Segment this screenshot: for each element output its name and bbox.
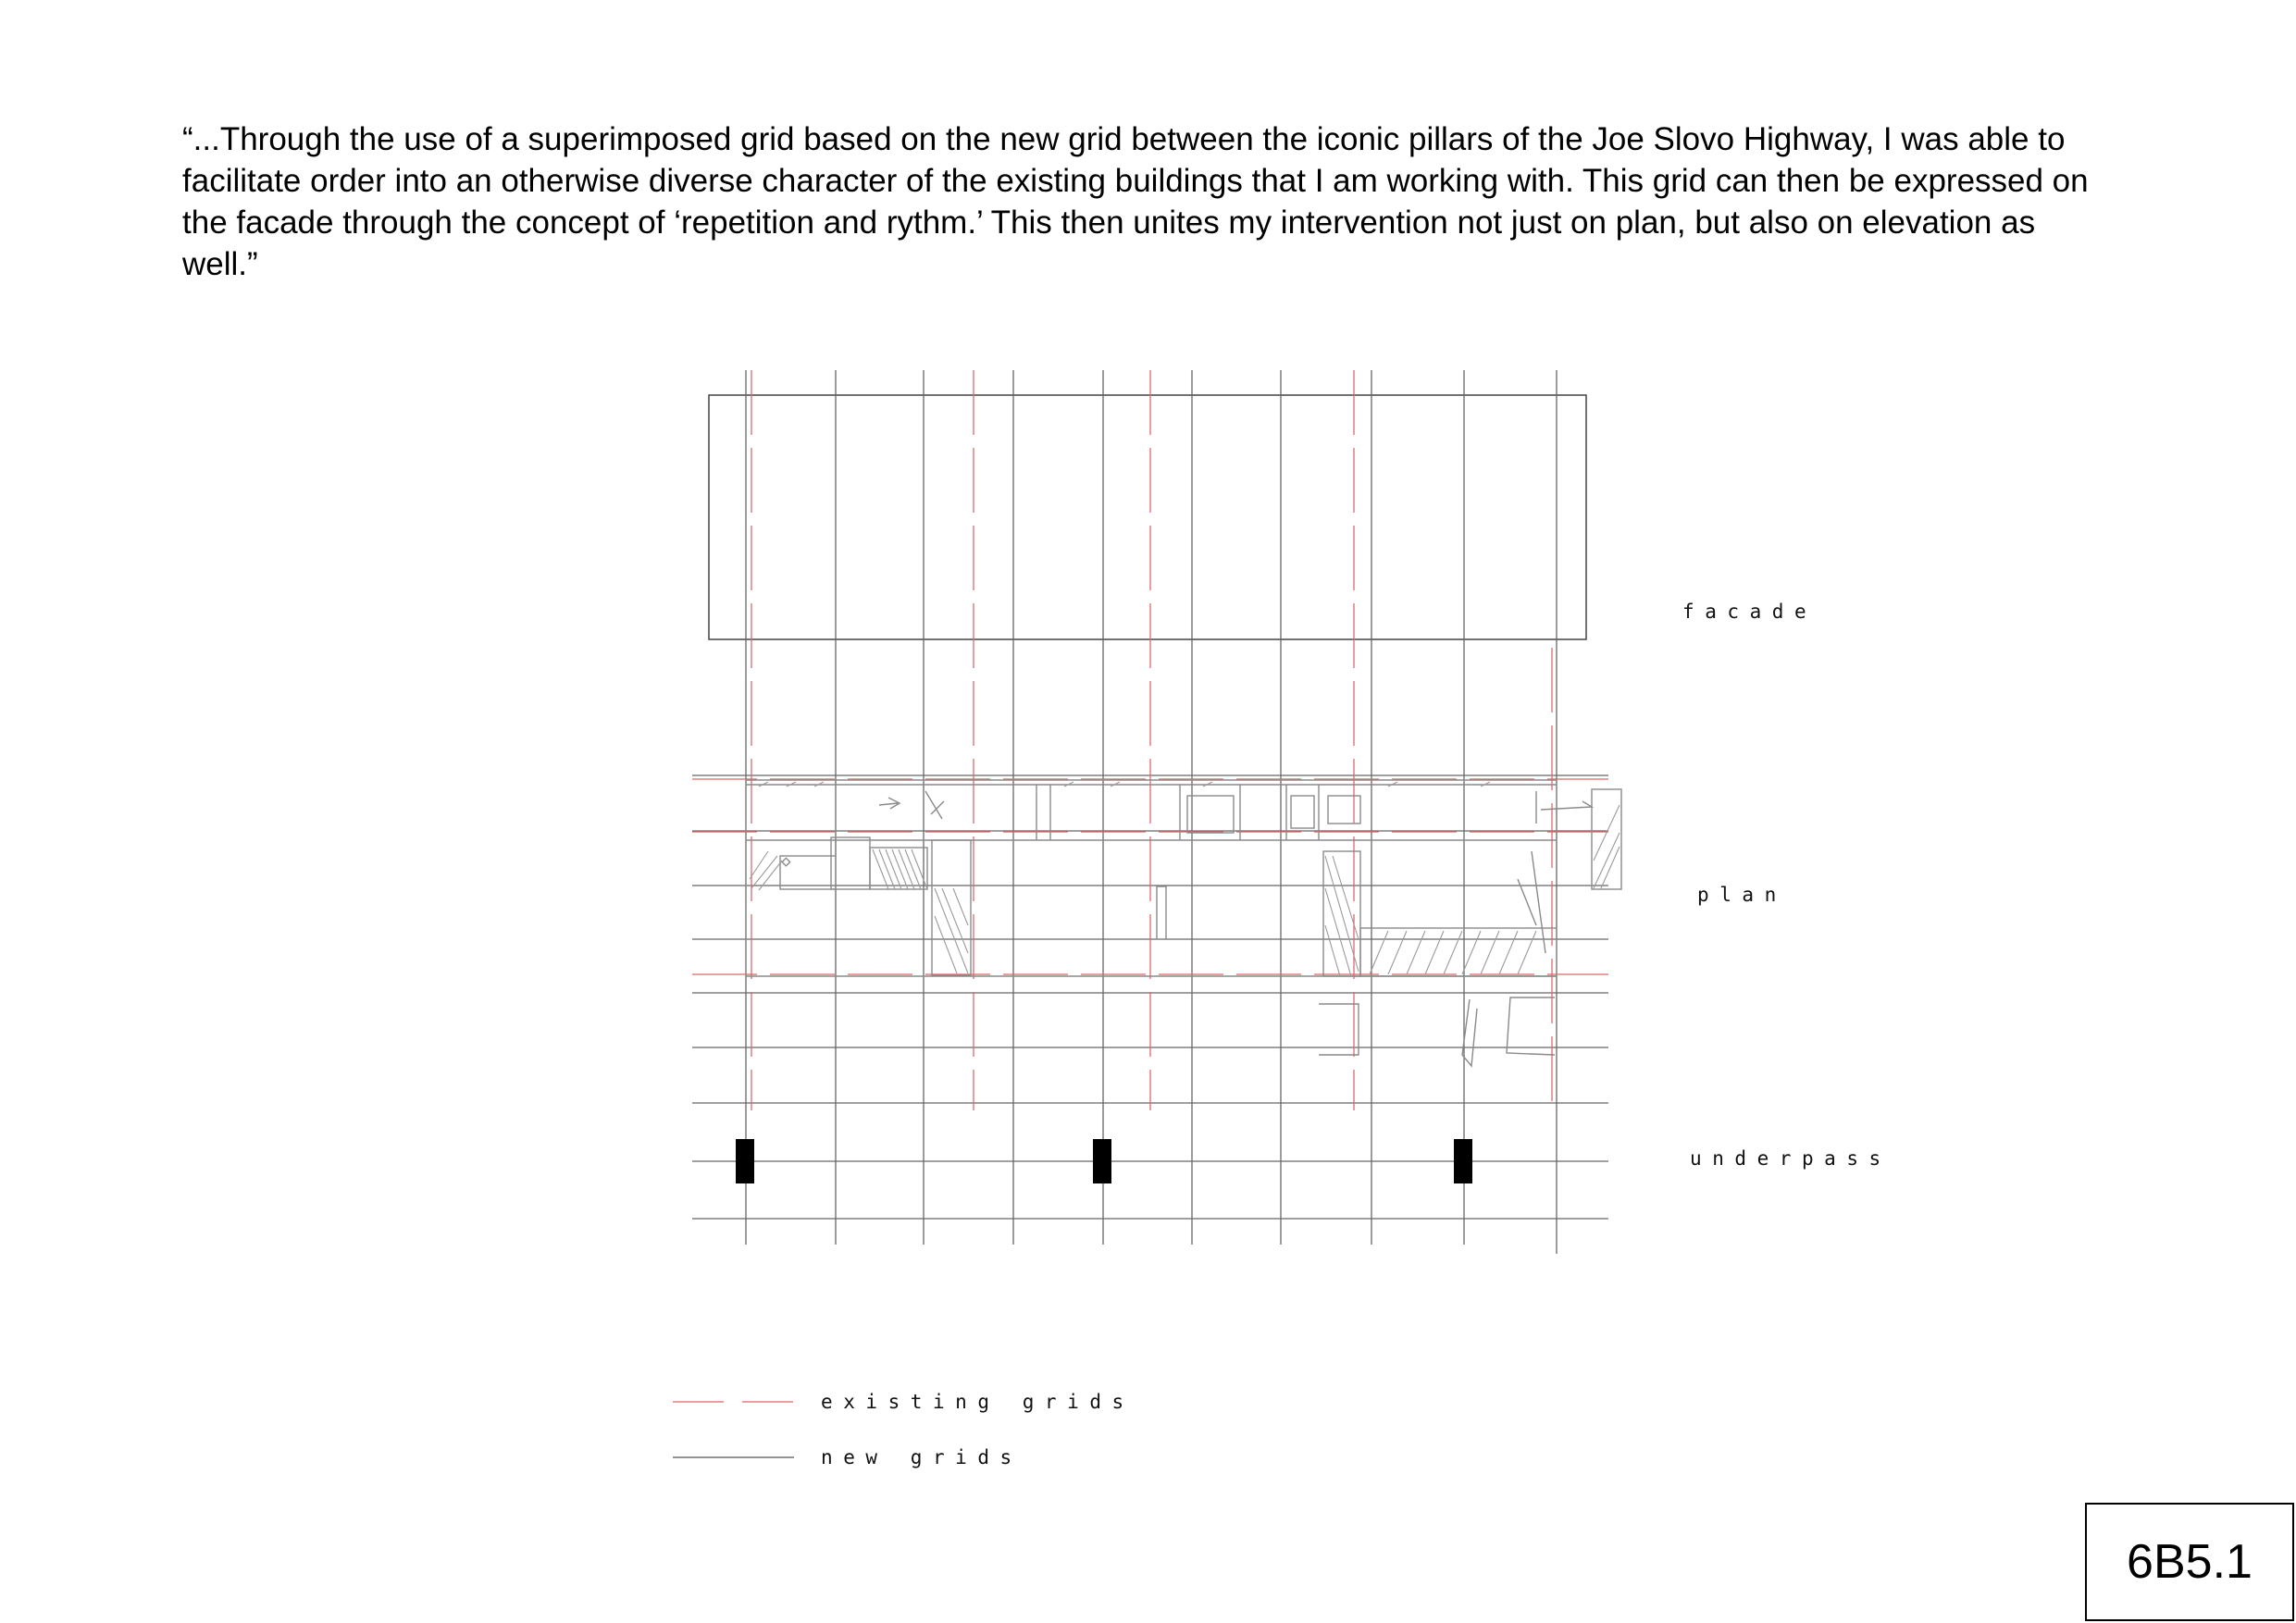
- existing-grid-lines: [692, 370, 1608, 1110]
- facade-label: facade: [1682, 601, 1818, 623]
- plan-hatching: [750, 782, 1620, 976]
- plan-sketch: [746, 780, 1621, 1066]
- pillar: [1093, 1139, 1111, 1183]
- new-grid-verticals: [746, 370, 1557, 1254]
- legend-new-label: new grids: [821, 1446, 1023, 1468]
- sheet-number-box: [2085, 1503, 2294, 1621]
- sheet-number: 6B5.1: [2127, 1535, 2253, 1589]
- pillar: [1454, 1139, 1472, 1183]
- quote-text: “...Through the use of a superimposed grid based on the new grid between the iconic pillars of the Joe Slovo Highway, I was able to facilitate order into an otherwise diverse character of the existing buildings that I am working with. This grid can then be expressed on the facade through the concept of ‘repetition and rythm.’ This then unites my intervention not just on plan, but also on elevation as well.”: [182, 121, 2089, 282]
- plan-label: plan: [1697, 884, 1787, 906]
- pillar: [736, 1139, 754, 1183]
- underpass-label: underpass: [1690, 1147, 1892, 1170]
- legend-existing-label: existing grids: [821, 1391, 1135, 1413]
- facade-outline: [709, 395, 1586, 639]
